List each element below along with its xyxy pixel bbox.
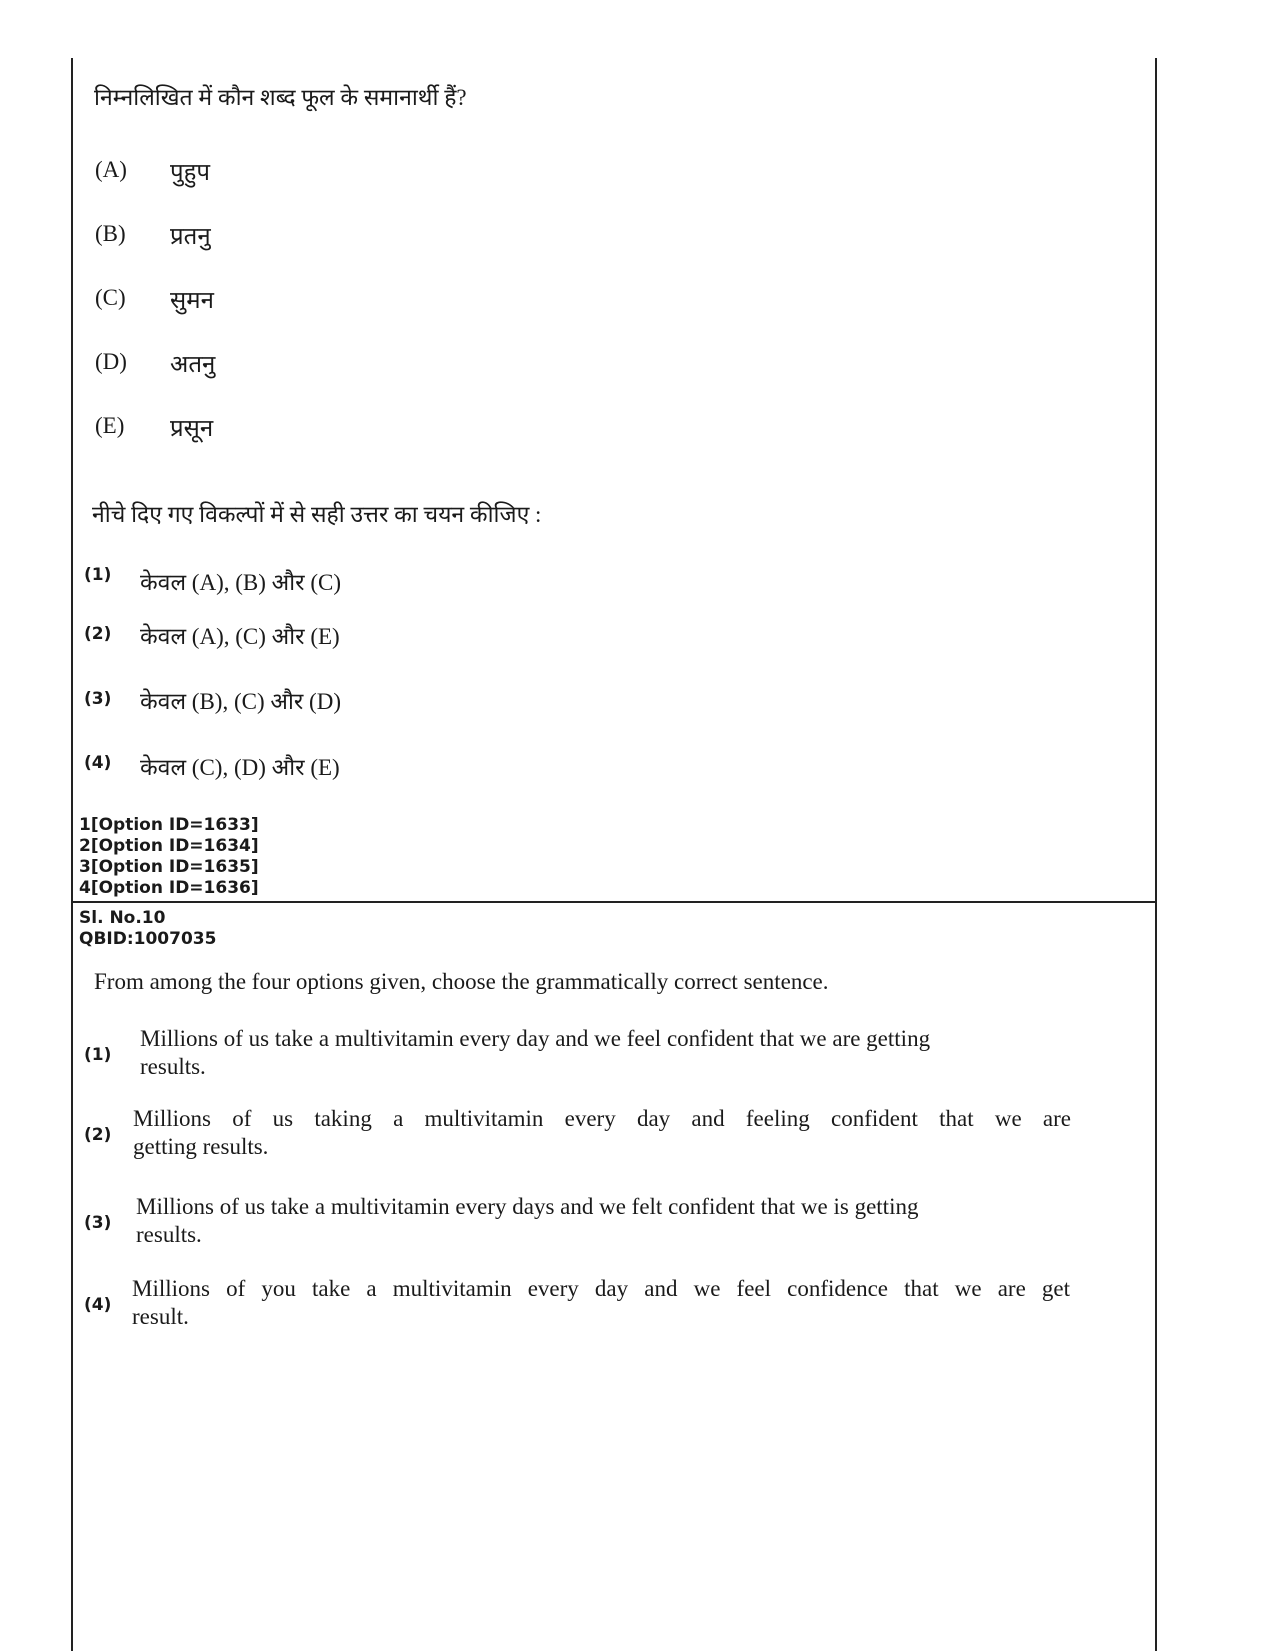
serial-number: Sl. No.10: [79, 908, 166, 928]
item-letter: (C): [95, 285, 126, 310]
instruction-text: नीचे दिए गए विकल्पों में से सही उत्तर का चयन कीजिए :: [92, 502, 542, 527]
qbid: QBID:1007035: [79, 929, 217, 949]
option-number[interactable]: (1): [84, 1045, 112, 1065]
option-line: Millions of you take a multivitamin every day and we feel confidence that we are get: [132, 1276, 1070, 1301]
option-line: getting results.: [133, 1134, 269, 1159]
option-number[interactable]: (4): [84, 1295, 112, 1315]
option-text[interactable]: [133, 1105, 1071, 1161]
item-word: प्रसून: [170, 416, 214, 442]
item-word: पुहुप: [170, 160, 211, 186]
question-meta: [79, 908, 216, 950]
option-number[interactable]: (3): [84, 1213, 112, 1233]
option-line: results.: [136, 1222, 202, 1247]
option-number[interactable]: (1): [84, 565, 112, 585]
option-id: 3[Option ID=1635]: [79, 857, 259, 877]
option-number[interactable]: (2): [84, 624, 112, 644]
option-text[interactable]: केवल (B), (C) और (D): [140, 689, 341, 714]
option-id: 4[Option ID=1636]: [79, 878, 259, 898]
option-text[interactable]: [132, 1275, 1070, 1331]
option-line: results.: [140, 1054, 206, 1079]
item-letter: (D): [95, 349, 127, 374]
option-id: 1[Option ID=1633]: [79, 815, 259, 835]
option-id: 2[Option ID=1634]: [79, 836, 259, 856]
question-frame: [71, 58, 1157, 1651]
option-text[interactable]: केवल (C), (D) और (E): [140, 755, 340, 780]
option-text[interactable]: [136, 1193, 918, 1249]
question-text: निम्नलिखित में कौन शब्द फूल के समानार्थी हैं?: [94, 85, 467, 110]
option-text[interactable]: केवल (A), (B) और (C): [140, 570, 341, 595]
item-word: अतनु: [170, 352, 216, 378]
option-line: result.: [132, 1304, 189, 1329]
option-number[interactable]: (4): [84, 753, 112, 773]
option-line: Millions of us taking a multivitamin every day and feeling confident that we are: [133, 1106, 1071, 1131]
option-text[interactable]: [140, 1025, 930, 1081]
question-divider: [73, 901, 1155, 903]
option-number[interactable]: (3): [84, 689, 112, 709]
item-letter: (B): [95, 221, 126, 246]
option-id-list: [79, 815, 259, 899]
option-number[interactable]: (2): [84, 1125, 112, 1145]
item-letter: (A): [95, 157, 127, 182]
option-line: Millions of us take a multivitamin every days and we felt confident that we is getting: [136, 1194, 919, 1219]
item-letter: (E): [95, 413, 125, 438]
option-line: Millions of us take a multivitamin every day and we feel confident that we are getting: [140, 1026, 931, 1051]
item-word: प्रतनु: [170, 224, 211, 250]
question-text: From among the four options given, choose the grammatically correct sentence.: [94, 969, 829, 994]
item-word: सुमन: [170, 288, 214, 314]
option-text[interactable]: केवल (A), (C) और (E): [140, 624, 340, 649]
